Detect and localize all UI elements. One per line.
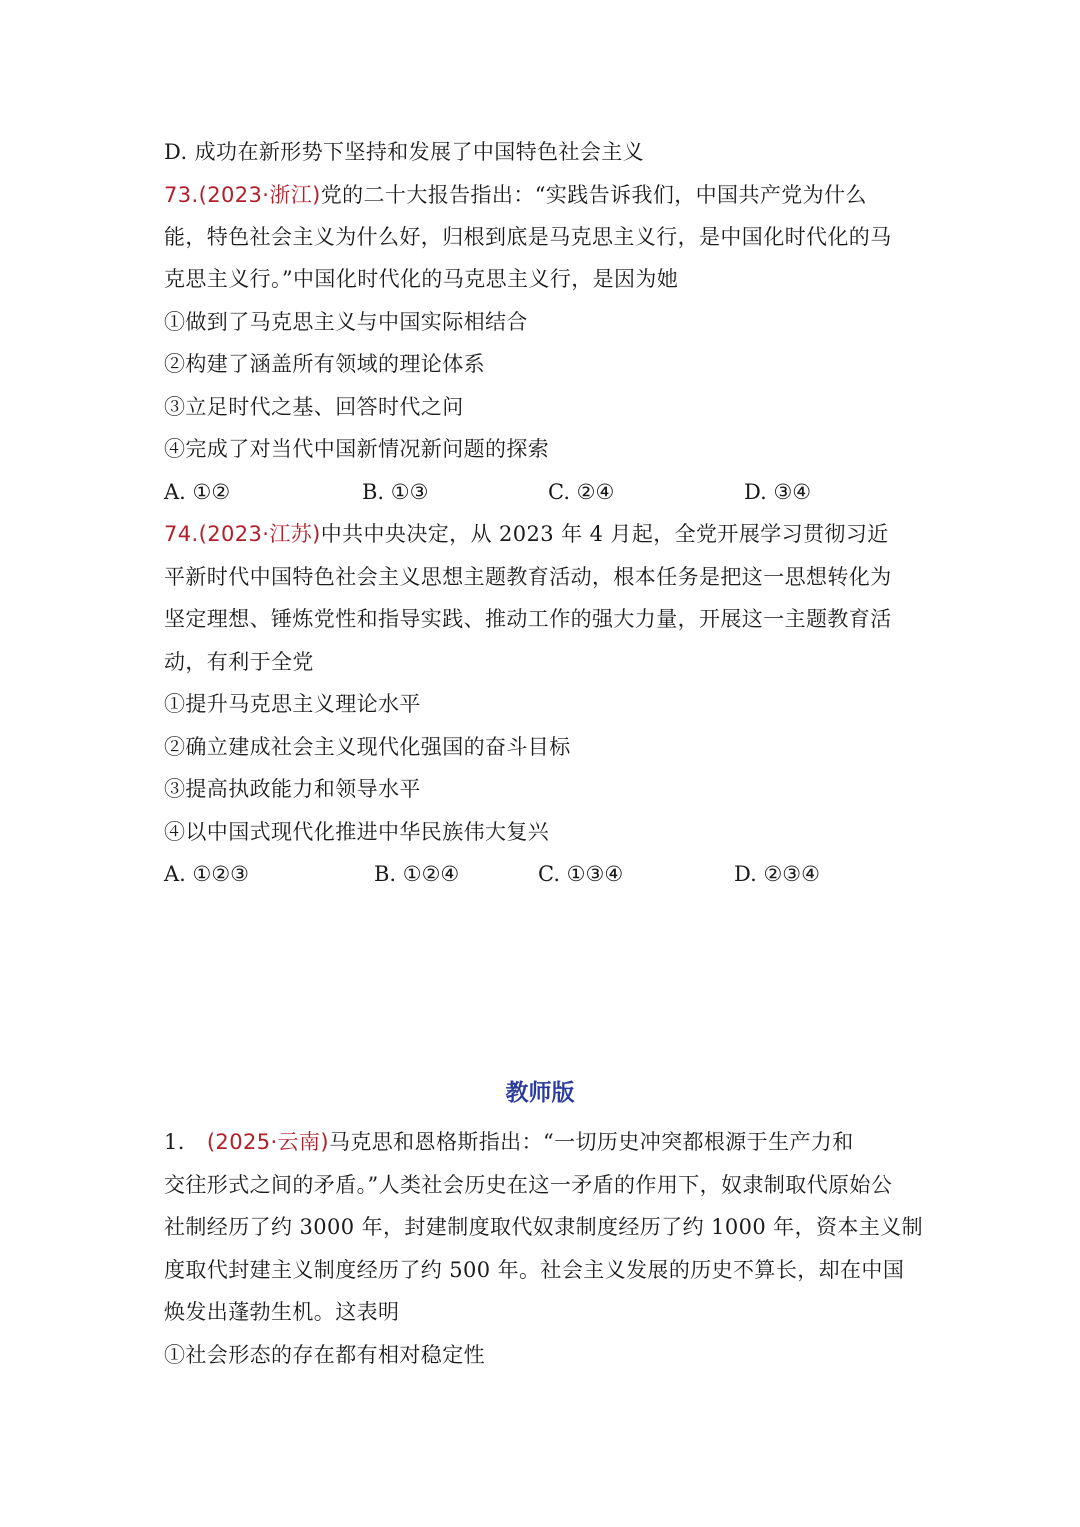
q74-stem-line-1 <box>164 519 889 549</box>
q73-source: (2023·浙江) <box>198 183 321 207</box>
q74-item-3: ③提高执政能力和领导水平 <box>164 777 421 801</box>
q74-number: 74. <box>164 522 199 546</box>
q74-stem-line-2: 平新时代中国特色社会主义思想主题教育活动，根本任务是把这一思想转化为 <box>164 565 892 589</box>
t1-stem-line-2: 交往形式之间的矛盾。”人类社会历史在这一矛盾的作用下，奴隶制取代原始公 <box>164 1173 893 1197</box>
q73-option-a: A. ①② <box>164 480 231 504</box>
q74-stem-line-4: 动，有利于全党 <box>164 650 314 674</box>
t1-number: 1. <box>164 1130 185 1154</box>
q74-option-a: A. ①②③ <box>164 862 249 886</box>
q73-item-1: ①做到了马克思主义与中国实际相结合 <box>164 310 528 334</box>
q73-item-3: ③立足时代之基、回答时代之问 <box>164 395 464 419</box>
t1-stem-line-5: 焕发出蓬勃生机。这表明 <box>164 1300 400 1324</box>
q74-item-2: ②确立建成社会主义现代化强国的奋斗目标 <box>164 735 571 759</box>
q74-item-1: ①提升马克思主义理论水平 <box>164 692 421 716</box>
t1-item-1: ①社会形态的存在都有相对稳定性 <box>164 1343 485 1367</box>
q73-option-d: D. ③④ <box>744 480 812 504</box>
q72-option-d: D. 成功在新形势下坚持和发展了中国特色社会主义 <box>164 140 645 164</box>
t1-source: (2025·云南) <box>206 1130 329 1154</box>
q73-stem-line-2: 能，特色社会主义为什么好，归根到底是马克思主义行，是中国化时代化的马 <box>164 225 892 249</box>
t1-stem-line-4: 度取代封建主义制度经历了约 500 年。社会主义发展的历史不算长，却在中国 <box>164 1258 905 1282</box>
q73-option-b: B. ①③ <box>362 480 429 504</box>
q74-stem-line-3: 坚定理想、锤炼党性和指导实践、推动工作的强大力量，开展这一主题教育活 <box>164 607 892 631</box>
t1-stem-line-3: 社制经历了约 3000 年，封建制度取代奴隶制度经历了约 1000 年，资本主义制 <box>164 1215 923 1239</box>
q74-option-b: B. ①②④ <box>374 862 460 886</box>
q73-option-c: C. ②④ <box>548 480 615 504</box>
q74-stem-text-1: 中共中央决定，从 2023 年 4 月起，全党开展学习贯彻习近 <box>320 522 889 546</box>
q74-option-c: C. ①③④ <box>538 862 624 886</box>
t1-stem-line-1 <box>164 1127 854 1157</box>
q74-item-4: ④以中国式现代化推进中华民族伟大复兴 <box>164 820 550 844</box>
t1-stem-text-1: 马克思和恩格斯指出：“一切历史冲突都根源于生产力和 <box>328 1130 854 1154</box>
q73-stem-line-3: 克思主义行。”中国化时代化的马克思主义行，是因为她 <box>164 267 679 291</box>
q74-source: (2023·江苏) <box>198 522 321 546</box>
q73-stem-line-1 <box>164 180 867 210</box>
q74-option-d: D. ②③④ <box>734 862 820 886</box>
q73-stem-text-1: 党的二十大报告指出：“实践告诉我们，中国共产党为什么 <box>320 183 867 207</box>
q73-number: 73. <box>164 183 199 207</box>
teacher-section-title: 教师版 <box>505 1080 575 1106</box>
q73-item-2: ②构建了涵盖所有领域的理论体系 <box>164 352 485 376</box>
q73-item-4: ④完成了对当代中国新情况新问题的探索 <box>164 437 550 461</box>
